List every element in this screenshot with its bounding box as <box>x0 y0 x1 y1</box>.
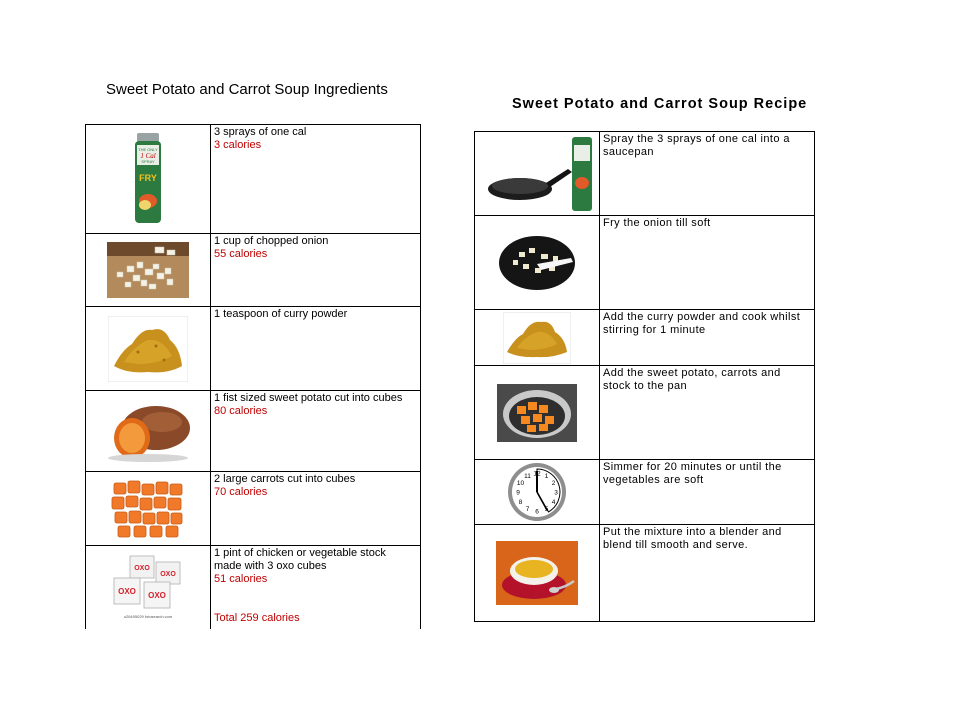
spray-can-label-line2: 1 Cal <box>140 152 156 160</box>
ingredient-image-cell <box>86 546 211 629</box>
fry-light-spray-can-icon <box>133 133 163 225</box>
ingredient-image-cell <box>86 234 211 307</box>
recipe-image-cell <box>475 525 600 622</box>
recipe-title: Sweet Potato and Carrot Soup Recipe <box>512 96 808 112</box>
oxo-brand-label: OXO <box>160 571 176 579</box>
clock-numeral: 9 <box>516 489 520 497</box>
recipe-image-cell <box>475 132 600 216</box>
curry-powder-icon <box>503 312 571 364</box>
pan-of-vegetables-icon <box>497 384 577 442</box>
recipe-step-6 <box>475 525 815 622</box>
ingredient-text-cell <box>211 125 421 234</box>
recipe-step-text: Add the curry powder and cook whilst stirring for 1 minute <box>600 310 815 366</box>
clock-numeral: 7 <box>525 505 530 513</box>
ingredient-description: 1 cup of chopped onion <box>214 235 329 247</box>
recipe-image-cell <box>475 460 600 525</box>
ingredient-row-sweet-potato <box>86 391 421 472</box>
ingredient-calories: 80 calories <box>214 405 268 417</box>
ingredients-title: Sweet Potato and Carrot Soup Ingredients <box>106 81 388 98</box>
recipe-step-2 <box>475 216 815 310</box>
spray-can-label-line3: SPRAY <box>141 159 155 164</box>
clock-icon <box>506 461 568 523</box>
recipe-step-3 <box>475 310 815 366</box>
frying-pan-and-spray-icon <box>482 135 592 213</box>
ingredient-row-onion <box>86 234 421 307</box>
clock-numeral: 1 <box>544 472 549 480</box>
oxo-brand-label: OXO <box>134 565 150 573</box>
ingredient-image-cell <box>86 391 211 472</box>
ingredient-description: 1 fist sized sweet potato cut into cubes <box>214 392 403 404</box>
recipe-step-1 <box>475 132 815 216</box>
ingredient-description-line2: made with 3 oxo cubes <box>214 560 327 572</box>
recipe-table <box>474 131 815 622</box>
recipe-step-text: Put the mixture into a blender and blend till smooth and serve. <box>600 525 815 622</box>
ingredient-description: 1 pint of chicken or vegetable stock <box>214 547 386 559</box>
recipe-step-text: Fry the onion till soft <box>600 216 815 310</box>
ingredient-calories: 55 calories <box>214 248 268 260</box>
ingredient-text-cell <box>211 391 421 472</box>
recipe-image-cell <box>475 216 600 310</box>
ingredient-text-cell <box>211 472 421 546</box>
ingredient-text-cell <box>211 546 421 629</box>
ingredient-description: 1 teaspoon of curry powder <box>214 308 348 320</box>
recipe-step-4 <box>475 366 815 460</box>
clock-numeral: 11 <box>524 472 531 480</box>
clock-numeral: 12 <box>533 470 541 478</box>
oxo-brand-label: OXO <box>148 591 166 601</box>
ingredient-row-carrots <box>86 472 421 546</box>
recipe-image-cell <box>475 310 600 366</box>
clock-numeral: 8 <box>518 498 523 506</box>
recipe-image-cell <box>475 366 600 460</box>
ingredient-row-spray <box>86 125 421 234</box>
ingredient-image-cell <box>86 125 211 234</box>
clock-numeral: 2 <box>551 479 556 487</box>
stock-photo-caption: u26495029 fotosearch.com <box>123 614 173 620</box>
ingredient-row-stock <box>86 546 421 629</box>
ingredient-text-cell <box>211 307 421 391</box>
clock-numeral: 3 <box>554 489 558 497</box>
ingredient-image-cell <box>86 472 211 546</box>
ingredient-calories: 70 calories <box>214 486 268 498</box>
recipe-step-text: Add the sweet potato, carrots and stock to the pan <box>600 366 815 460</box>
recipe-step-5 <box>475 460 815 525</box>
ingredient-image-cell <box>86 307 211 391</box>
ingredients-table <box>85 124 421 629</box>
carrot-cubes-icon <box>110 479 186 539</box>
spray-can-label-line1: THE ONLY <box>138 147 158 152</box>
recipe-step-text: Simmer for 20 minutes or until the vegetables are soft <box>600 460 815 525</box>
ingredient-description: 3 sprays of one cal <box>214 126 307 138</box>
clock-numeral: 5 <box>544 505 549 513</box>
ingredient-calories: 3 calories <box>214 139 262 151</box>
frying-onion-icon <box>497 234 577 292</box>
chopped-onion-icon <box>107 242 189 298</box>
spray-can-brand: FRY <box>139 173 157 183</box>
bowl-of-soup-icon <box>496 541 578 605</box>
ingredient-text-cell <box>211 234 421 307</box>
curry-powder-icon <box>108 316 188 382</box>
sweet-potato-icon <box>104 398 192 464</box>
recipe-step-text: Spray the 3 sprays of one cal into a saucepan <box>600 132 815 216</box>
ingredient-row-curry <box>86 307 421 391</box>
clock-numeral: 4 <box>551 498 556 506</box>
clock-numeral: 6 <box>535 508 539 516</box>
ingredient-description: 2 large carrots cut into cubes <box>214 473 356 485</box>
oxo-brand-label: OXO <box>118 587 136 597</box>
ingredient-calories: 51 calories <box>214 573 268 585</box>
clock-numeral: 10 <box>516 479 525 487</box>
total-calories: Total 259 calories <box>214 612 300 624</box>
oxo-cubes-icon <box>106 552 190 622</box>
